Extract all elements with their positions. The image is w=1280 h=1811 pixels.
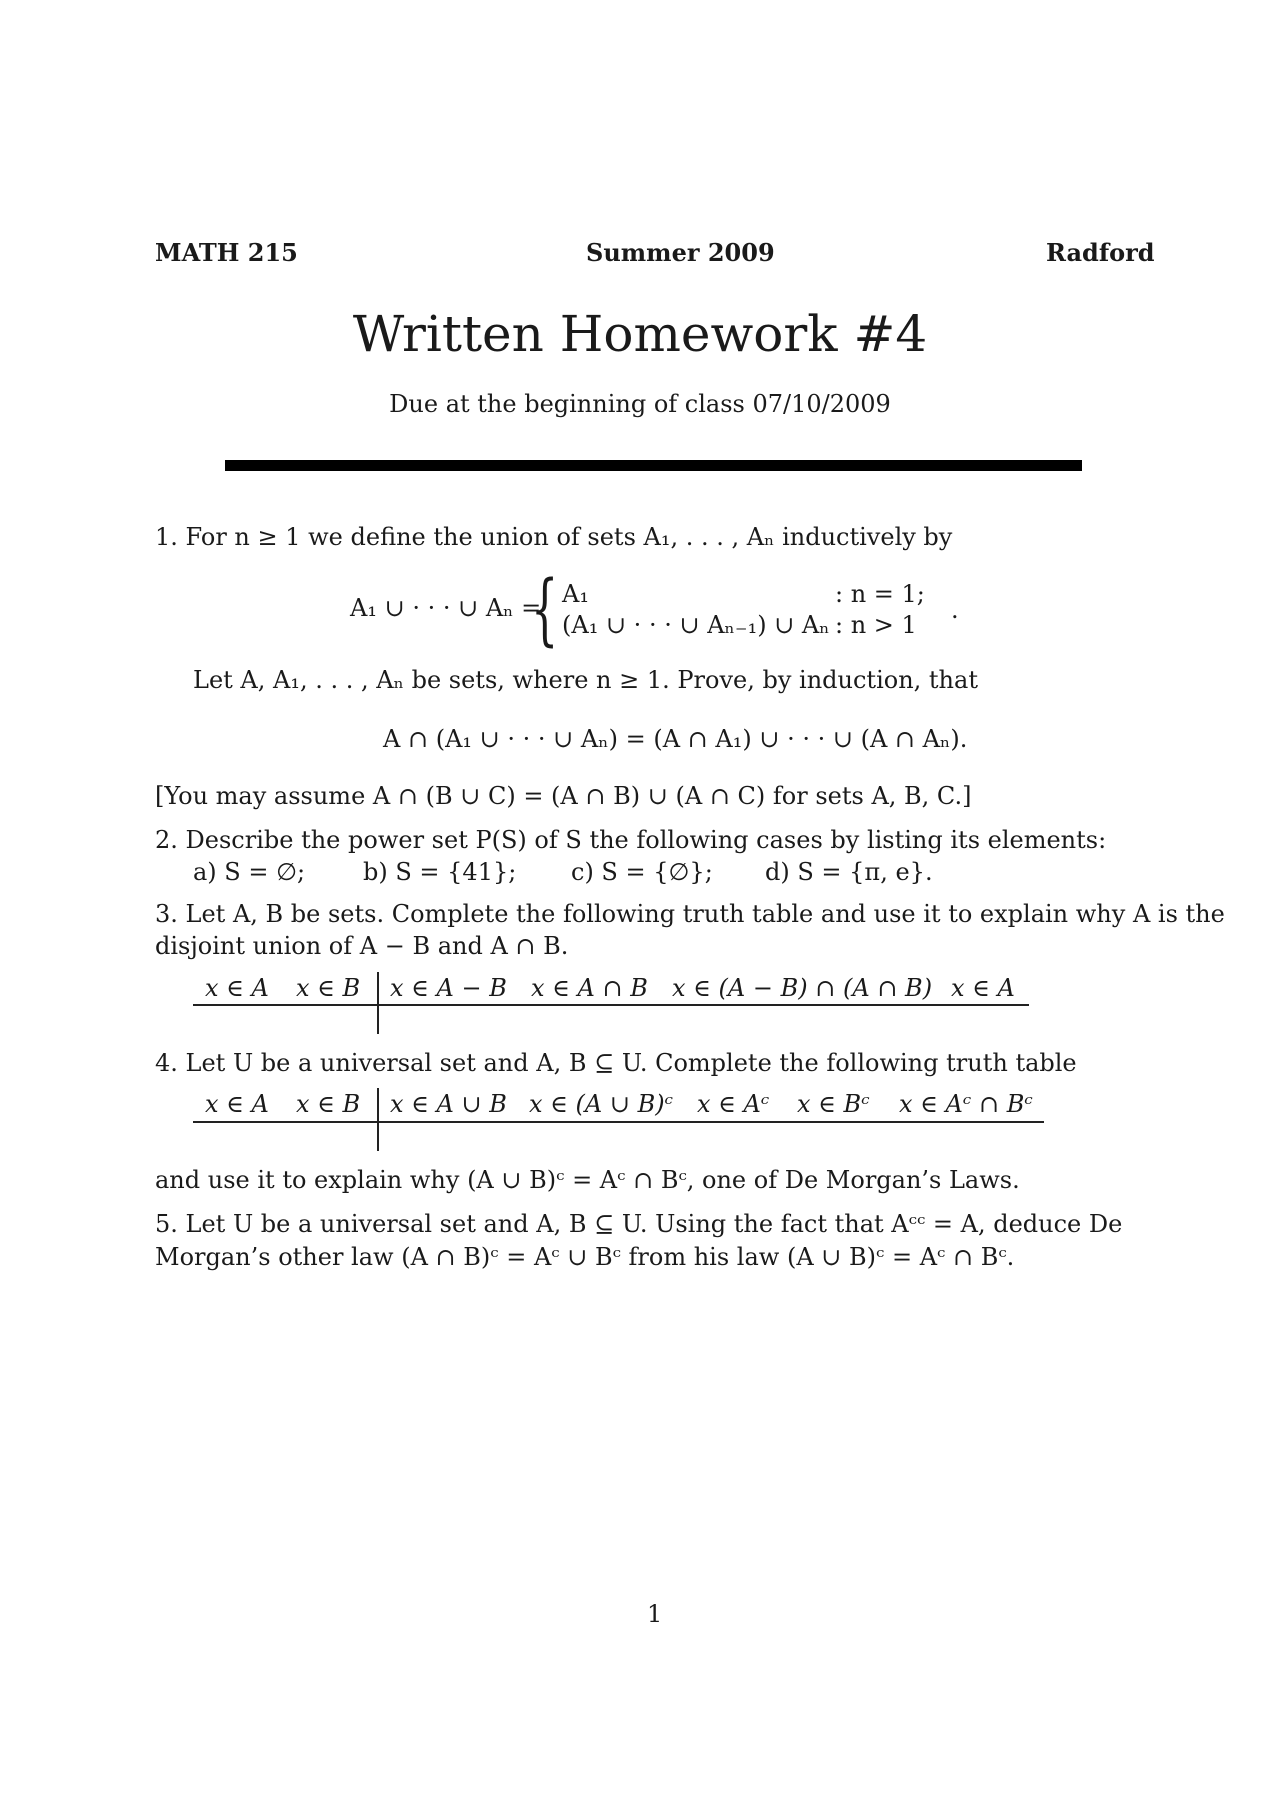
- problem-3-line1: 3. Let A, B be sets. Complete the following truth table and use it to explain why A is the: [155, 900, 1225, 928]
- table-4-col-7: x ∈ Aᶜ ∩ Bᶜ: [899, 1090, 1033, 1118]
- table-3-divider: [377, 972, 379, 1034]
- table-3-header-rule: [193, 1004, 1029, 1006]
- table-4-divider: [377, 1088, 379, 1151]
- table-4-col-6: x ∈ Bᶜ: [797, 1090, 870, 1118]
- problem-1-case1-expr: A₁: [562, 580, 589, 608]
- problem-1-let: Let A, A₁, . . . , Aₙ be sets, where n ≥ 1. Prove, by induction, that: [193, 666, 978, 694]
- problem-3-line2: disjoint union of A − B and A ∩ B.: [155, 932, 569, 960]
- table-3-col-6: x ∈ A: [951, 974, 1015, 1002]
- table-3-col-1: x ∈ A: [205, 974, 269, 1002]
- problem-2-case-d: d) S = {π, e}.: [765, 858, 933, 886]
- course-code: MATH 215: [155, 238, 298, 267]
- problem-2-case-a: a) S = ∅;: [193, 858, 306, 886]
- problem-1-hint: [You may assume A ∩ (B ∪ C) = (A ∩ B) ∪ (A ∩ C) for sets A, B, C.]: [155, 782, 972, 810]
- table-3-col-2: x ∈ B: [296, 974, 361, 1002]
- table-3-col-5: x ∈ (A − B) ∩ (A ∩ B): [672, 974, 933, 1002]
- table-3-col-3: x ∈ A − B: [390, 974, 507, 1002]
- table-4-col-5: x ∈ Aᶜ: [697, 1090, 770, 1118]
- table-4-header-rule: [193, 1121, 1044, 1123]
- problem-1-period: .: [951, 596, 959, 624]
- page-title: Written Homework #4: [352, 305, 928, 363]
- left-brace: {: [531, 565, 559, 655]
- problem-1-case2-cond: : n > 1: [835, 611, 917, 639]
- problem-4-intro: 4. Let U be a universal set and A, B ⊆ U. Complete the following truth table: [155, 1049, 1077, 1077]
- problem-5-line1: 5. Let U be a universal set and A, B ⊆ U. Using the fact that Aᶜᶜ = A, deduce De: [155, 1210, 1123, 1238]
- problem-4-after: and use it to explain why (A ∪ B)ᶜ = Aᶜ ∩ Bᶜ, one of De Morgan’s Laws.: [155, 1166, 1020, 1194]
- problem-1-case2-expr: (A₁ ∪ · · · ∪ Aₙ₋₁) ∪ Aₙ: [562, 611, 830, 639]
- due-date: Due at the beginning of class 07/10/2009: [389, 390, 891, 418]
- problem-2-intro: 2. Describe the power set P(S) of S the following cases by listing its elements:: [155, 826, 1107, 854]
- problem-1-case1-cond: : n = 1;: [835, 580, 925, 608]
- title-rule: [225, 460, 1082, 471]
- page-number: 1: [647, 1600, 663, 1628]
- instructor: Radford: [1046, 238, 1155, 267]
- problem-1-intro: 1. For n ≥ 1 we define the union of sets A₁, . . . , Aₙ inductively by: [155, 523, 953, 551]
- table-4-col-3: x ∈ A ∪ B: [390, 1090, 507, 1118]
- problem-1-identity: A ∩ (A₁ ∪ · · · ∪ Aₙ) = (A ∩ A₁) ∪ · · · ∪ (A ∩ Aₙ).: [383, 725, 968, 753]
- problem-5-line2: Morgan’s other law (A ∩ B)ᶜ = Aᶜ ∪ Bᶜ from his law (A ∪ B)ᶜ = Aᶜ ∩ Bᶜ.: [155, 1243, 1015, 1271]
- table-3-col-4: x ∈ A ∩ B: [531, 974, 648, 1002]
- term: Summer 2009: [586, 238, 775, 267]
- table-4-col-4: x ∈ (A ∪ B)ᶜ: [529, 1090, 674, 1118]
- problem-2-case-b: b) S = {41};: [363, 858, 517, 886]
- problem-2-case-c: c) S = {∅};: [571, 858, 713, 886]
- problem-1-def-lhs: A₁ ∪ · · · ∪ Aₙ =: [350, 594, 542, 622]
- table-4-col-2: x ∈ B: [296, 1090, 361, 1118]
- table-4-col-1: x ∈ A: [205, 1090, 269, 1118]
